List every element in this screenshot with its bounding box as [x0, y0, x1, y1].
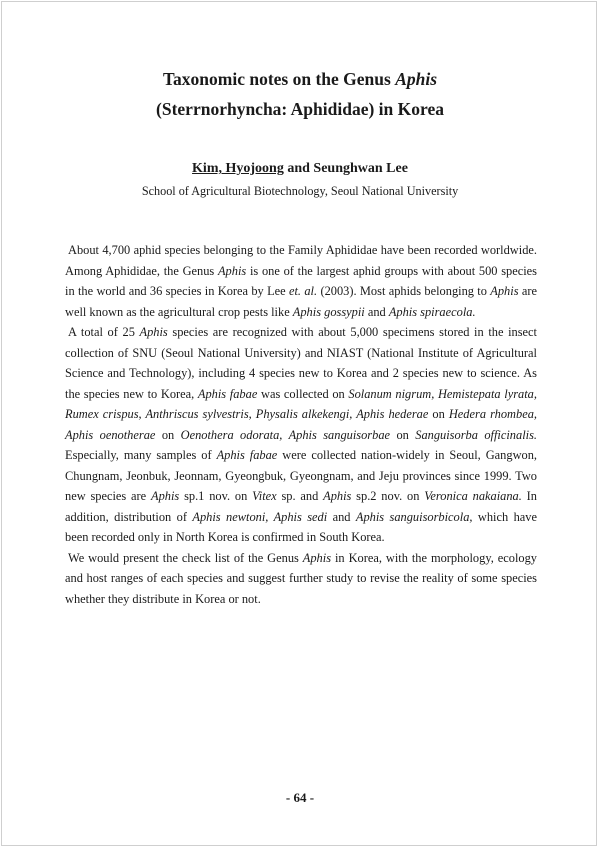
text-run: About 4,700 aphid species belonging to the Family Aphididae have been recorded worldwide. Among Aphididae, the Genus [65, 243, 537, 278]
paragraph-2 [65, 322, 537, 548]
italic-run: Aphis gossypii [292, 304, 365, 319]
italic-run: Oenothera odorata, Aphis sanguisorbae [180, 427, 391, 442]
text-run: on [155, 427, 181, 442]
text-run: which have been recorded only in North Korea is confirmed in South Korea. [65, 509, 537, 544]
text-run: sp.2 nov. on [351, 489, 425, 503]
italic-run: Aphis newtoni, Aphis sedi [192, 509, 328, 524]
page-number: - 64 - [285, 790, 315, 805]
author-first: Kim, Hyojoong [192, 161, 284, 176]
text-run: and [327, 509, 356, 524]
italic-run: Aphis [490, 284, 519, 298]
paragraph-3 [65, 548, 537, 610]
title-line-2: (Sterrnorhyncha: Aphididae) in Korea [156, 99, 444, 119]
italic-run: Hedera rhombea, Aphis oenotherae [65, 407, 537, 442]
text-run: were collected nation-widely in Seoul, Gangwon, Chungnam, Jeonbuk, Jeonnam, Gyeongbuk, Gyeongnam, and Jeju provinces since 1999. Two new species are [65, 448, 538, 503]
italic-run: Vitex [252, 489, 277, 503]
italic-run: Aphis sanguisorbicola, [355, 509, 473, 524]
italic-run: Aphis [217, 263, 247, 278]
affiliation: School of Agricultural Biotechnology, Seoul National University [141, 184, 459, 198]
text-run: and [364, 304, 389, 319]
text-run: sp. and [276, 489, 324, 503]
paper-title [0, 64, 600, 124]
text-run: species are recognized with about 5,000 specimens stored in the insect collection of SNU (Seoul National University) and NIAST (National Institute of Agricultural Science and Technology), including 4 species new to Korea and 2 species new to science. As the species new to Korea, [65, 325, 537, 401]
author-second: Seunghwan Lee [313, 161, 408, 176]
italic-run: Aphis [302, 550, 332, 565]
text-run: A total of 25 [68, 325, 140, 339]
author-joiner: and [283, 161, 314, 176]
text-run: was collected on [257, 386, 349, 401]
text-run: in Korea, with the morphology, ecology and host ranges of each species and suggest further study to revise the reality of some species whether they distribute in Korea or not. [65, 550, 537, 606]
text-run: on [390, 427, 416, 442]
title-line-1 [0, 64, 600, 94]
text-run: (2003). Most aphids belonging to [317, 284, 491, 298]
text-run: sp.1 nov. on [179, 489, 253, 503]
abstract-body [65, 240, 537, 609]
author-line [0, 160, 600, 178]
text-run: is one of the largest aphid groups with about 500 species in the world and 36 species in Korea by Lee [65, 263, 538, 298]
italic-run: Aphis [323, 489, 352, 503]
italic-run: Aphis spiraecola. [388, 304, 476, 319]
text-run: Especially, many samples of [65, 448, 217, 462]
italic-run: Veronica nakaiana. [424, 489, 522, 503]
paragraph-1 [65, 240, 537, 322]
italic-run: Sanguisorba officinalis. [415, 427, 537, 442]
text-run: are well known as the agricultural crop pests like [65, 284, 537, 319]
text-run: We would present the check list of the Genus [68, 550, 303, 565]
text-run: on [428, 407, 449, 421]
title-genus: Aphis [395, 69, 438, 89]
italic-run: Solanum nigrum, Hemistepata lyrata, Rumex crispus, Anthriscus sylvestris, Physalis alkekengi, Aphis hederae [65, 386, 537, 421]
text-run: In addition, distribution of [65, 489, 537, 524]
italic-run: Aphis fabae [197, 386, 258, 401]
title-text: Taxonomic notes on the Genus [162, 69, 396, 89]
italic-run: Aphis [151, 489, 180, 503]
italic-run: Aphis fabae [216, 448, 278, 462]
italic-run: et. al. [288, 284, 318, 298]
italic-run: Aphis [139, 325, 168, 339]
